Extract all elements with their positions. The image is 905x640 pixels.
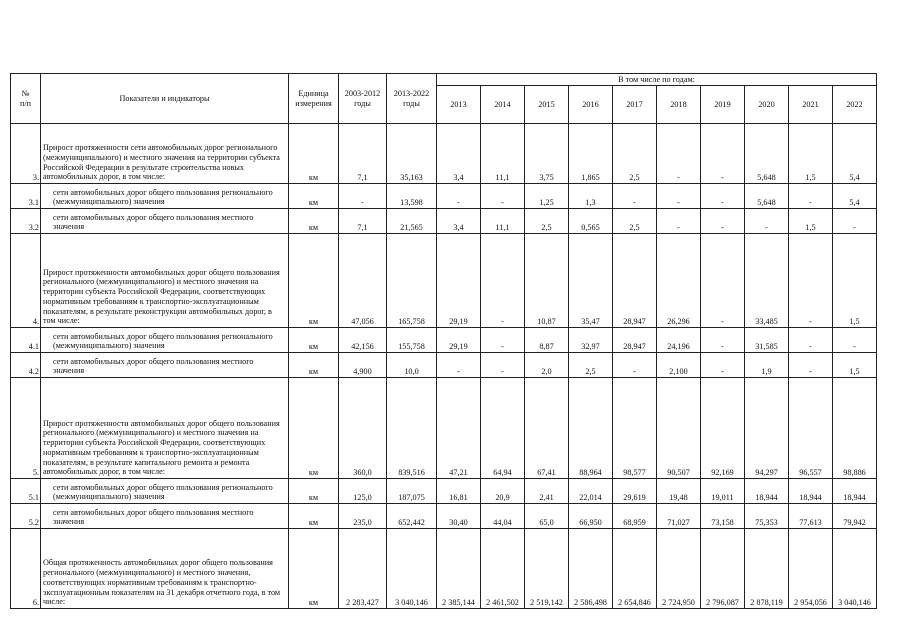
year-2020-value: 2 878,119 — [745, 529, 789, 609]
year-2017-value: 2,5 — [613, 124, 657, 184]
indicator-label: Прирост протяженности автомобильных дорог общего пользования регионального (межмуниципального) и местного значения на территории субъекта Российской Федерации, соответствующих нормативным требованиям к транспортно-эксплуатационным показателям, в результате реконструкции автомобильных дорог, в том числе: — [41, 234, 289, 328]
year-2015-value: 8,87 — [525, 328, 569, 353]
year-2013-value: 29,19 — [437, 328, 481, 353]
table-row — [11, 504, 877, 529]
year-2022-value: 1,5 — [833, 353, 877, 378]
year-2020-value: 18,944 — [745, 479, 789, 504]
period-2003-2012-value: 125,0 — [339, 479, 387, 504]
period-2003-2012-value: 42,156 — [339, 328, 387, 353]
period-2013-2022-value: 35,163 — [387, 124, 437, 184]
header-year-2018: 2018 — [657, 86, 701, 124]
year-2015-value: 1,25 — [525, 184, 569, 209]
period-2013-2022-value: 187,075 — [387, 479, 437, 504]
year-2015-value: 3,75 — [525, 124, 569, 184]
indicator-label: сети автомобильных дорог общего пользования местного значения — [41, 504, 289, 529]
header-period-2013-2022: 2013-2022 годы — [387, 74, 437, 124]
year-2013-value: 30,40 — [437, 504, 481, 529]
header-num: № п/п — [11, 74, 41, 124]
year-2019-value: - — [701, 353, 745, 378]
table-row — [11, 209, 877, 234]
year-2022-value: - — [833, 209, 877, 234]
year-2018-value: - — [657, 184, 701, 209]
year-2019-value: 92,169 — [701, 378, 745, 479]
indicator-label: Прирост протяженности сети автомобильных дорог регионального (межмуниципального) и местного значения на территории субъекта Российской Федерации в результате строительства новых автомобильных дорог, в том числе: — [41, 124, 289, 184]
row-number: 3. — [11, 124, 41, 184]
year-2013-value: 2 385,144 — [437, 529, 481, 609]
year-2014-value: 64,94 — [481, 378, 525, 479]
year-2013-value: 3,4 — [437, 209, 481, 234]
period-2013-2022-value: 839,516 — [387, 378, 437, 479]
period-2003-2012-value: 47,056 — [339, 234, 387, 328]
table-row — [11, 529, 877, 609]
indicator-label: сети автомобильных дорог общего пользования местного значения — [41, 209, 289, 234]
year-2014-value: - — [481, 353, 525, 378]
year-2015-value: 2,0 — [525, 353, 569, 378]
table-row — [11, 378, 877, 479]
year-2018-value: 2 724,950 — [657, 529, 701, 609]
header-by-years: В том числе по годам: — [437, 74, 877, 86]
year-2018-value: 24,196 — [657, 328, 701, 353]
header-year-2021: 2021 — [789, 86, 833, 124]
year-2016-value: 1,3 — [569, 184, 613, 209]
header-period-2003-2012: 2003-2012 годы — [339, 74, 387, 124]
year-2013-value: 16,81 — [437, 479, 481, 504]
year-2014-value: - — [481, 184, 525, 209]
indicator-label: сети автомобильных дорог общего пользования регионального (межмуниципального) значения — [41, 479, 289, 504]
year-2015-value: 65,0 — [525, 504, 569, 529]
header-year-2019: 2019 — [701, 86, 745, 124]
year-2014-value: 11,1 — [481, 209, 525, 234]
period-2013-2022-value: 21,565 — [387, 209, 437, 234]
year-2019-value: - — [701, 209, 745, 234]
year-2016-value: 66,950 — [569, 504, 613, 529]
indicator-label: сети автомобильных дорог общего пользования регионального (межмуниципального) значения — [41, 184, 289, 209]
unit-cell: км — [289, 479, 339, 504]
year-2017-value: - — [613, 184, 657, 209]
year-2021-value: 2 954,056 — [789, 529, 833, 609]
year-2019-value: - — [701, 124, 745, 184]
row-number: 5.2 — [11, 504, 41, 529]
year-2019-value: - — [701, 328, 745, 353]
table-row — [11, 184, 877, 209]
year-2017-value: - — [613, 353, 657, 378]
year-2020-value: 1,9 — [745, 353, 789, 378]
year-2013-value: - — [437, 184, 481, 209]
year-2017-value: 28,947 — [613, 234, 657, 328]
year-2021-value: - — [789, 353, 833, 378]
year-2015-value: 2 519,142 — [525, 529, 569, 609]
year-2020-value: 5,648 — [745, 184, 789, 209]
unit-cell: км — [289, 234, 339, 328]
table-row — [11, 479, 877, 504]
row-number: 3.2 — [11, 209, 41, 234]
period-2003-2012-value: 7,1 — [339, 124, 387, 184]
period-2003-2012-value: - — [339, 184, 387, 209]
year-2018-value: 90,507 — [657, 378, 701, 479]
year-2014-value: - — [481, 234, 525, 328]
year-2018-value: - — [657, 124, 701, 184]
indicator-label: Прирост протяженности автомобильных дорог общего пользования регионального (межмуниципального) и местного значения на территории субъекта Российской Федерации, соответствующих нормативным требованиям к транспортно-эксплуатационным показателям, в результате капитального ремонта и ремонта автомобильных дорог, в том числе: — [41, 378, 289, 479]
year-2017-value: 2,5 — [613, 209, 657, 234]
year-2019-value: 2 796,087 — [701, 529, 745, 609]
year-2019-value: 73,158 — [701, 504, 745, 529]
year-2022-value: 3 040,146 — [833, 529, 877, 609]
year-2016-value: 22,014 — [569, 479, 613, 504]
year-2020-value: 94,297 — [745, 378, 789, 479]
year-2015-value: 2,5 — [525, 209, 569, 234]
row-number: 5.1 — [11, 479, 41, 504]
year-2017-value: 2 654,846 — [613, 529, 657, 609]
unit-cell: км — [289, 353, 339, 378]
unit-cell: км — [289, 184, 339, 209]
year-2017-value: 68,959 — [613, 504, 657, 529]
year-2018-value: 71,027 — [657, 504, 701, 529]
year-2019-value: - — [701, 234, 745, 328]
table-row — [11, 124, 877, 184]
year-2015-value: 67,41 — [525, 378, 569, 479]
row-number: 5. — [11, 378, 41, 479]
period-2013-2022-value: 652,442 — [387, 504, 437, 529]
year-2013-value: - — [437, 353, 481, 378]
period-2013-2022-value: 10,0 — [387, 353, 437, 378]
header-year-2017: 2017 — [613, 86, 657, 124]
table-row — [11, 234, 877, 328]
year-2021-value: 1,5 — [789, 124, 833, 184]
header-year-2022: 2022 — [833, 86, 877, 124]
year-2018-value: - — [657, 209, 701, 234]
indicator-label: Общая протяженность автомобильных дорог общего пользования регионального (межмуниципального) и местного значения, соответствующих нормативным требованиям к транспортно-эксплуатационным показателям на 31 декабря отчетного года, в том числе: — [41, 529, 289, 609]
unit-cell: км — [289, 124, 339, 184]
year-2022-value: 18,944 — [833, 479, 877, 504]
table-row — [11, 353, 877, 378]
year-2014-value: 20,9 — [481, 479, 525, 504]
year-2013-value: 3,4 — [437, 124, 481, 184]
year-2017-value: 28,947 — [613, 328, 657, 353]
year-2022-value: - — [833, 328, 877, 353]
year-2019-value: 19,011 — [701, 479, 745, 504]
header-year-2016: 2016 — [569, 86, 613, 124]
year-2021-value: 96,557 — [789, 378, 833, 479]
year-2018-value: 26,296 — [657, 234, 701, 328]
indicators-table — [10, 73, 877, 609]
unit-cell: км — [289, 328, 339, 353]
year-2021-value: - — [789, 234, 833, 328]
year-2022-value: 1,5 — [833, 234, 877, 328]
year-2021-value: 1,5 — [789, 209, 833, 234]
table-row — [11, 328, 877, 353]
year-2022-value: 98,886 — [833, 378, 877, 479]
period-2003-2012-value: 2 283,427 — [339, 529, 387, 609]
year-2016-value: 2,5 — [569, 353, 613, 378]
period-2013-2022-value: 165,758 — [387, 234, 437, 328]
indicator-label: сети автомобильных дорог общего пользования регионального (межмуниципального) значения — [41, 328, 289, 353]
year-2022-value: 5,4 — [833, 184, 877, 209]
period-2003-2012-value: 4,900 — [339, 353, 387, 378]
unit-cell: км — [289, 504, 339, 529]
row-number: 4. — [11, 234, 41, 328]
header-indicator: Показатели и индикаторы — [41, 74, 289, 124]
row-number: 6. — [11, 529, 41, 609]
year-2021-value: 77,613 — [789, 504, 833, 529]
header-unit: Единица измерения — [289, 74, 339, 124]
unit-cell: км — [289, 378, 339, 479]
year-2014-value: 11,1 — [481, 124, 525, 184]
year-2021-value: - — [789, 328, 833, 353]
year-2016-value: 32,97 — [569, 328, 613, 353]
year-2021-value: 18,944 — [789, 479, 833, 504]
row-number: 4.2 — [11, 353, 41, 378]
unit-cell: км — [289, 209, 339, 234]
year-2020-value: 31,585 — [745, 328, 789, 353]
year-2019-value: - — [701, 184, 745, 209]
row-number: 4.1 — [11, 328, 41, 353]
header-year-2013: 2013 — [437, 86, 481, 124]
year-2016-value: 2 586,498 — [569, 529, 613, 609]
year-2015-value: 10,87 — [525, 234, 569, 328]
year-2013-value: 47,21 — [437, 378, 481, 479]
year-2016-value: 35,47 — [569, 234, 613, 328]
period-2013-2022-value: 13,598 — [387, 184, 437, 209]
year-2017-value: 98,577 — [613, 378, 657, 479]
year-2020-value: 33,485 — [745, 234, 789, 328]
year-2016-value: 88,964 — [569, 378, 613, 479]
year-2013-value: 29,19 — [437, 234, 481, 328]
year-2020-value: - — [745, 209, 789, 234]
year-2016-value: 0,565 — [569, 209, 613, 234]
year-2017-value: 29,619 — [613, 479, 657, 504]
year-2022-value: 5,4 — [833, 124, 877, 184]
period-2013-2022-value: 3 040,146 — [387, 529, 437, 609]
row-number: 3.1 — [11, 184, 41, 209]
year-2014-value: 2 461,502 — [481, 529, 525, 609]
header-year-2020: 2020 — [745, 86, 789, 124]
period-2003-2012-value: 360,0 — [339, 378, 387, 479]
header-year-2014: 2014 — [481, 86, 525, 124]
year-2021-value: - — [789, 184, 833, 209]
year-2014-value: - — [481, 328, 525, 353]
year-2022-value: 79,942 — [833, 504, 877, 529]
indicator-label: сети автомобильных дорог общего пользования местного значения — [41, 353, 289, 378]
unit-cell: км — [289, 529, 339, 609]
year-2018-value: 19,48 — [657, 479, 701, 504]
year-2020-value: 5,648 — [745, 124, 789, 184]
year-2018-value: 2,100 — [657, 353, 701, 378]
year-2016-value: 1,865 — [569, 124, 613, 184]
period-2013-2022-value: 155,758 — [387, 328, 437, 353]
period-2003-2012-value: 7,1 — [339, 209, 387, 234]
year-2014-value: 44,04 — [481, 504, 525, 529]
year-2015-value: 2,41 — [525, 479, 569, 504]
header-year-2015: 2015 — [525, 86, 569, 124]
year-2020-value: 75,353 — [745, 504, 789, 529]
period-2003-2012-value: 235,0 — [339, 504, 387, 529]
